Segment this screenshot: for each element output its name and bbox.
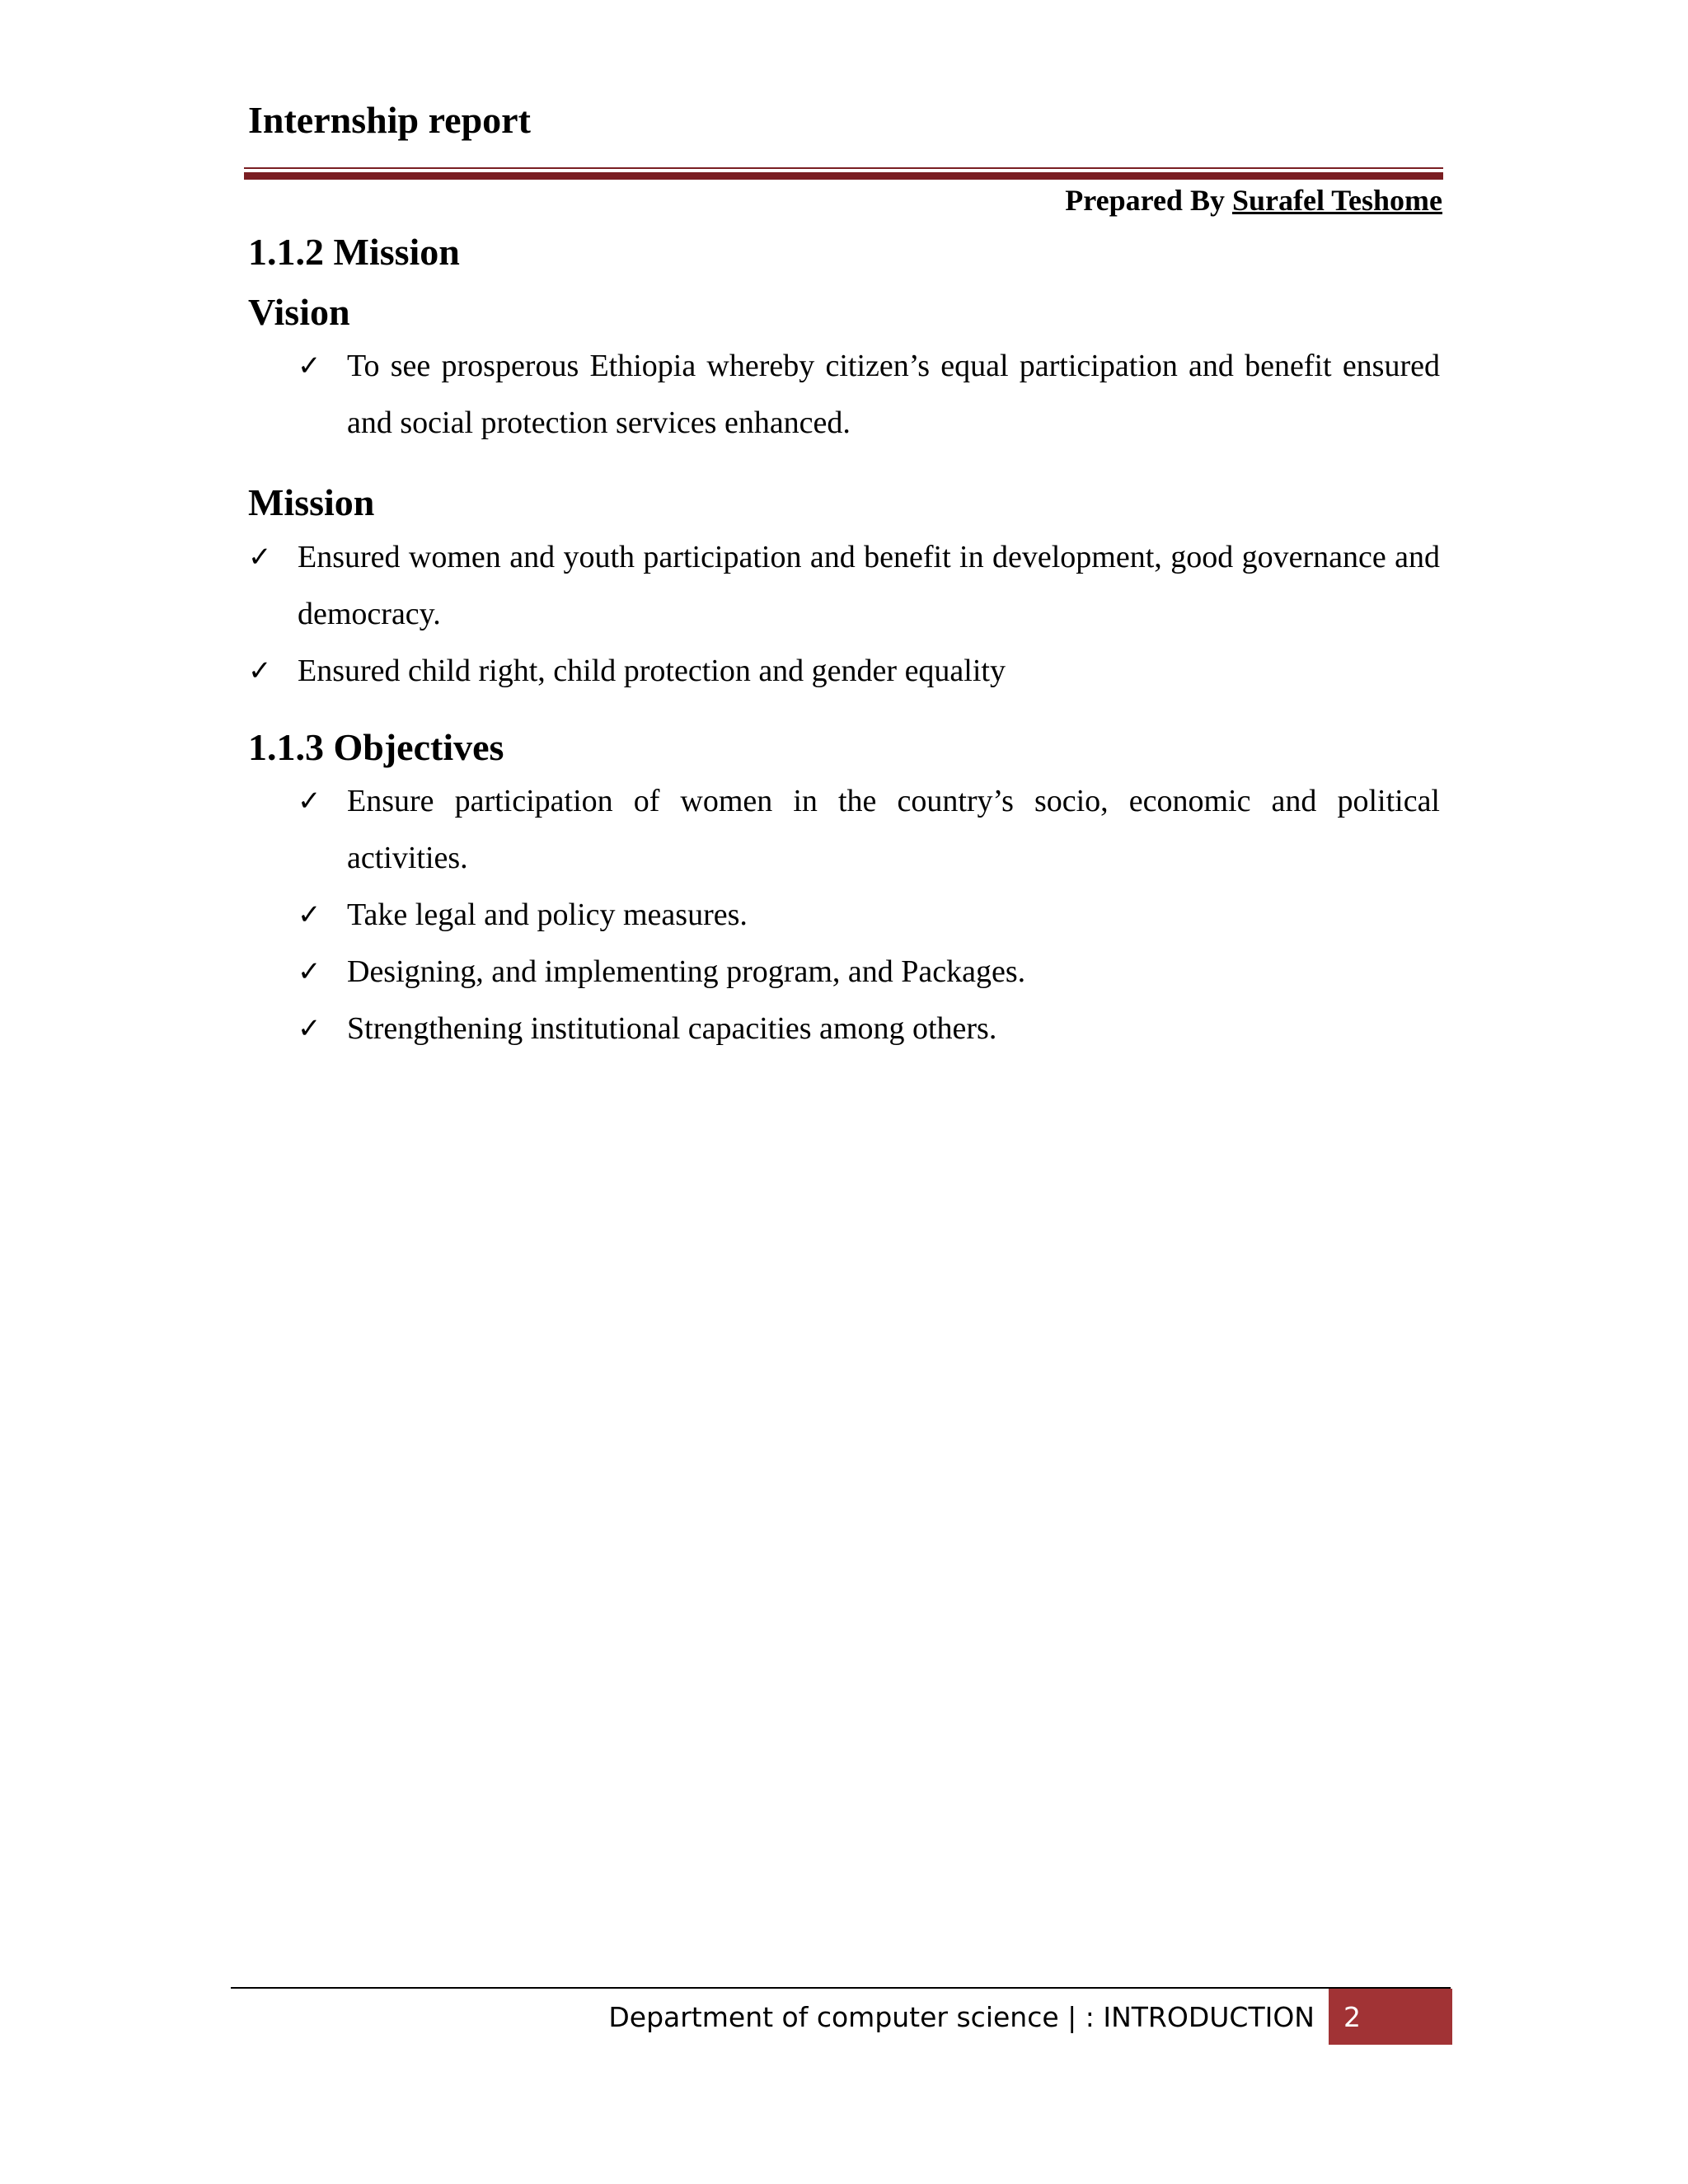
list-item bbox=[248, 643, 1440, 700]
checkmark-icon: ✓ bbox=[298, 785, 321, 817]
list-item-text: Ensure participation of women in the country’s socio, economic and political activities. bbox=[347, 783, 1440, 875]
report-title: Internship report bbox=[248, 99, 531, 141]
list-item bbox=[248, 529, 1440, 643]
section-heading-mission: 1.1.2 Mission bbox=[248, 231, 460, 273]
list-item bbox=[248, 887, 1440, 944]
page-number-badge bbox=[1329, 1989, 1452, 2045]
main-content bbox=[248, 229, 1440, 1057]
prepared-by-label: Prepared By bbox=[1065, 184, 1225, 217]
checkmark-icon: ✓ bbox=[248, 541, 272, 573]
list-item bbox=[248, 773, 1440, 887]
checkmark-icon: ✓ bbox=[298, 956, 321, 987]
objectives-list bbox=[248, 773, 1440, 1057]
list-item bbox=[248, 338, 1440, 452]
footer-rule bbox=[231, 1987, 1451, 1989]
list-item bbox=[248, 944, 1440, 1001]
mission-list bbox=[248, 529, 1440, 700]
list-item-text: Ensured women and youth participation and benefit in development, good governance and democracy. bbox=[298, 539, 1440, 631]
header-rule-thin bbox=[244, 167, 1443, 169]
list-item-text: Take legal and policy measures. bbox=[347, 897, 748, 932]
page-number: 2 bbox=[1343, 2001, 1361, 2033]
subsection-heading-mission: Mission bbox=[248, 481, 375, 524]
subsection-heading-vision: Vision bbox=[248, 291, 350, 334]
vision-list bbox=[248, 338, 1440, 452]
header-rule-thick bbox=[244, 172, 1443, 180]
section-heading-objectives: 1.1.3 Objectives bbox=[248, 725, 504, 768]
prepared-by-line bbox=[1065, 181, 1442, 220]
author-name: Surafel Teshome bbox=[1231, 184, 1442, 217]
checkmark-icon: ✓ bbox=[298, 1013, 321, 1044]
list-item-text: Ensured child right, child protection and gender equality bbox=[298, 653, 1006, 688]
list-item-text: Strengthening institutional capacities among others. bbox=[347, 1010, 997, 1046]
checkmark-icon: ✓ bbox=[298, 899, 321, 930]
checkmark-icon: ✓ bbox=[248, 655, 272, 687]
list-item bbox=[248, 1001, 1440, 1057]
checkmark-icon: ✓ bbox=[298, 351, 321, 382]
footer-text: Department of computer science | : INTRODUCTION bbox=[608, 2001, 1315, 2033]
list-item-text: To see prosperous Ethiopia whereby citizen’s equal participation and benefit ensured and social protection services enhanced. bbox=[347, 349, 1440, 441]
list-item-text: Designing, and implementing program, and Packages. bbox=[347, 954, 1026, 989]
